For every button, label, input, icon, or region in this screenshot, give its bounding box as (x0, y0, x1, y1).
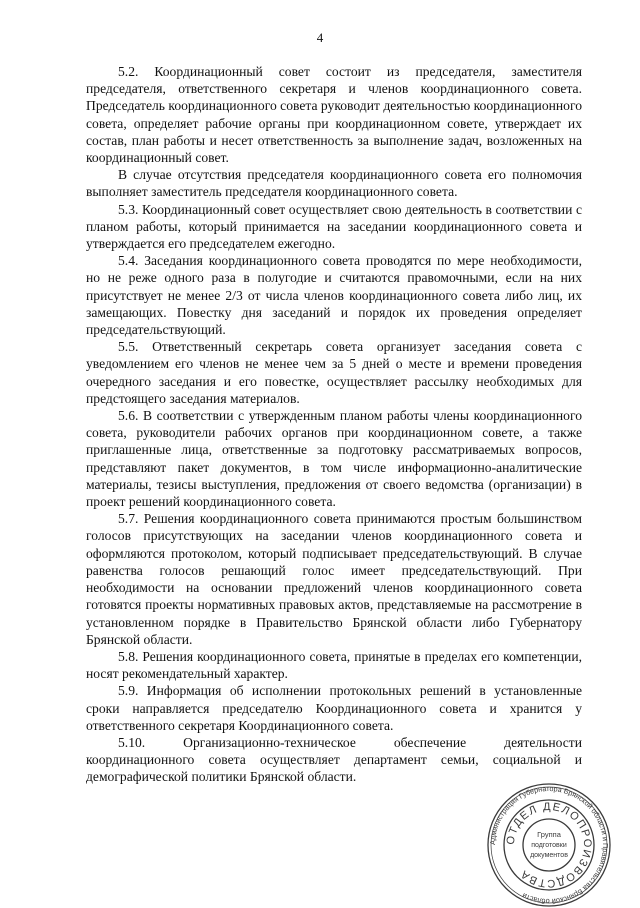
paragraph-5-2-absence: В случае отсутствия председателя координационного совета его полномочия выполняет заместитель председателя координационного совета. (86, 167, 582, 200)
paragraph-5-10: 5.10. Организационно-техническое обеспечение деятельности координационного совета осуществляет департамент семьи, социальной и демографической политики Брянской области. (86, 734, 582, 785)
paragraph-5-2: 5.2. Координационный совет состоит из председателя, заместителя председателя, ответственного секретаря и членов координационного совета. Председатель координационного совета руководит деятельностью координационного совета, определяет рабочие органы при координационном совете, утверждает их состав, план работы и несет ответственность за выполнение задач, возложенных на координационный совет. (86, 64, 582, 166)
stamp-center-line: документов (530, 852, 568, 859)
page-number: 4 (316, 30, 324, 45)
paragraph-5-5: 5.5. Ответственный секретарь совета организует заседания совета с уведомлением его членов не менее чем за 5 дней о месте и времени проведения очередного заседания и его повестке, осуществляет рассылку необходимых для предстоящего заседания материалов. (86, 339, 582, 406)
stamp-center-line: Группа (537, 830, 561, 839)
document-body (86, 63, 582, 786)
paragraph-5-8: 5.8. Решения координационного совета, принятые в пределах его компетенции, носят рекомендательный характер. (86, 648, 582, 682)
paragraph-5-9: 5.9. Информация об исполнении протокольных решений в установленные сроки направляется председателю Координационного совета и хранится у ответственного секретаря Координационного совета. (86, 683, 582, 733)
stamp-middle-text: ОТДЕЛ ДЕЛОПРОИЗВОДСТВА (504, 800, 594, 890)
paragraph-5-4: 5.4. Заседания координационного совета проводятся по мере необходимости, но не реже одного раза в полугодие и считаются правомочными, если на них присутствует не менее 2/3 от числа членов координационного совета либо лиц, их замещающих. Повестку дня заседаний и порядок их проведения определяет председательствующий. (86, 253, 582, 338)
paragraph-5-6: 5.6. В соответствии с утвержденным планом работы члены координационного совета, руководители рабочих органов при координационном совете, а также приглашенные лица, ответственные за подготовку рассматриваемых вопросов, представляют пакет документов, в том числе информационно-аналитические материалы, тезисы выступления, предложения от своего ведомства (организации) в проект решений координационного совета. (86, 408, 582, 510)
stamp-center-line: подготовки (531, 842, 567, 849)
official-seal-stamp (486, 782, 612, 908)
paragraph-5-3: 5.3. Координационный совет осуществляет свою деятельность в соответствии с планом работы, который принимается на заседании координационного совета и утверждается его председателем ежегодно. (86, 201, 582, 252)
stamp-outer-text: Администрация Губернатора Брянской области и Правительства Брянской области (487, 783, 611, 907)
paragraph-5-7: 5.7. Решения координационного совета принимаются простым большинством голосов присутствующих на заседании членов координационного совета и оформляются протоколом, который подписывает председательствующий. В случае равенства голосов решающий голос имеет председательствующий. При необходимости на основании предложений членов координационного совета готовятся проекты нормативных правовых актов, представляемые на рассмотрение в установленном порядке в Правительство Брянской области либо Губернатору Брянской области. (86, 511, 582, 647)
